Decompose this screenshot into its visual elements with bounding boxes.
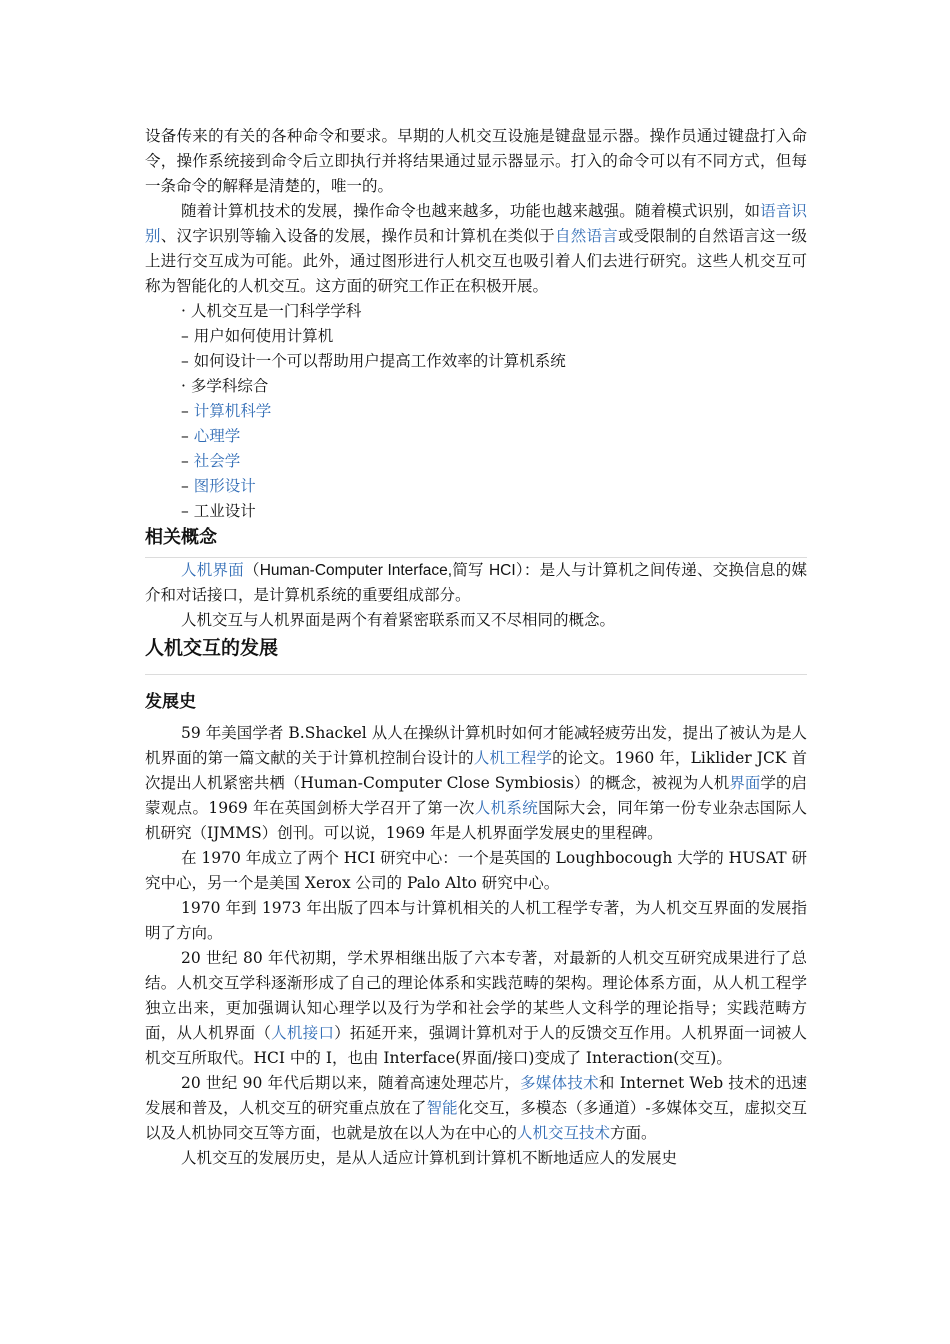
- related-paragraph-1: [145, 558, 807, 608]
- history-paragraph-4: [145, 946, 807, 1071]
- outline-item: [145, 424, 807, 449]
- text-run: 或受限制的自然语言这一级上进行交互成为可能。此外，通过图形进行人机交互也吸引着人们去进行研究。这些人机交互可称为智能化的人机交互。这方面的研究工作正在积极开展。: [145, 227, 807, 295]
- outline-item: [145, 299, 807, 324]
- outline-item: [145, 399, 807, 424]
- text-run: 国际大会，同年第一份专业杂志国际人机研究（IJMMS）创刊。可以说，1969 年是人机界面学发展史的里程碑。: [145, 799, 807, 842]
- link-graphic-design[interactable]: 图形设计: [193, 477, 256, 495]
- text-run: 化交互，多模态（多通道）-多媒体交互，虚拟交互以及人机协同交互等方面，也就是放在以人为在中心的: [145, 1099, 807, 1142]
- dash-marker: –: [181, 352, 194, 370]
- link-speech-recognition[interactable]: 语音识别: [145, 202, 807, 245]
- link-human-machine-system[interactable]: 人机系统: [474, 799, 539, 817]
- link-interface[interactable]: 界面: [729, 774, 761, 792]
- text-run: 、汉字识别等输入设备的发展，操作员和计算机在类似于: [160, 227, 555, 245]
- dash-marker: –: [181, 327, 194, 345]
- text-run: （: [243, 561, 260, 579]
- outline-item: [145, 374, 807, 399]
- link-ergonomics[interactable]: 人机工程学: [473, 749, 553, 767]
- outline-item: [145, 449, 807, 474]
- intro-paragraph-1: 设备传来的有关的各种命令和要求。早期的人机交互设施是键盘显示器。操作员通过键盘打入命令，操作系统接到命令后立即执行并将结果通过显示器显示。打入的命令可以有不同方式，但每一条命令的解释是清楚的，唯一的。: [145, 127, 807, 195]
- dash-marker: –: [181, 477, 194, 495]
- section-heading-related-concepts: 相关概念: [145, 525, 807, 558]
- text-run: 59 年美国学者 B.Shackel 从人在操纵计算机时如何才能减轻疲劳出发，提出了被认为是人机界面的第一篇文献的关于计算机控制台设计的: [145, 724, 807, 767]
- bullet-marker: ·: [181, 302, 191, 320]
- dash-marker: –: [181, 502, 194, 520]
- link-psychology[interactable]: 心理学: [193, 427, 241, 445]
- text-run: 20 世纪 80 年代初期，学术界相继出版了六本专著，对最新的人机交互研究成果进行了总结。人机交互学科逐渐形成了自己的理论体系和实践范畴的架构。理论体系方面，从人机工程学独立出来，更加强调认知心理学以及行为学和社会学的某些人文科学的理论指导；实践范畴方面，从人机界面（: [145, 949, 807, 1042]
- text-run: HCI: [488, 562, 516, 579]
- outline-item: [145, 324, 807, 349]
- bullet-marker: ·: [181, 377, 191, 395]
- outline-item-label: 工业设计: [193, 502, 256, 520]
- link-hci-interface[interactable]: 人机界面: [181, 561, 244, 579]
- history-paragraph-6: 人机交互的发展历史，是从人适应计算机到计算机不断地适应人的发展史: [181, 1149, 678, 1167]
- text-run: 方面。: [610, 1124, 657, 1142]
- history-paragraph-3: 1970 年到 1973 年出版了四本与计算机相关的人机工程学专著，为人机交互界面的发展指明了方向。: [145, 899, 807, 942]
- outline-item-label: 多学科综合: [190, 377, 269, 395]
- outline-item: [145, 499, 807, 524]
- outline-item-label: 用户如何使用计算机: [193, 327, 334, 345]
- link-intelligence[interactable]: 智能: [426, 1099, 458, 1117]
- link-multimedia-technology[interactable]: 多媒体技术: [520, 1074, 599, 1092]
- dash-marker: –: [181, 452, 194, 470]
- dash-marker: –: [181, 427, 194, 445]
- history-paragraph-1: [145, 721, 807, 846]
- history-paragraph-2: 在 1970 年成立了两个 HCI 研究中心：一个是英国的 Loughbocough 大学的 HUSAT 研究中心，另一个是美国 Xerox 公司的 Palo Alto 研究中心。: [145, 849, 807, 892]
- link-computer-science[interactable]: 计算机科学: [193, 402, 272, 420]
- intro-paragraph-2: [145, 199, 807, 299]
- text-run: ）拓延开来，强调计算机对于人的反馈交互作用。人机界面一词被人机交互所取代。HCI 中的 I，也由 Interface(界面/接口)变成了 Interaction(交互)。: [145, 1024, 807, 1067]
- text-run: ）：是人与计算机之间传递、交换信息的媒介和对话接口，是计算机系统的重要组成部分。: [145, 561, 807, 604]
- subheading-history: 发展史: [145, 692, 196, 712]
- history-paragraph-5: [145, 1071, 807, 1146]
- section-heading-hci-development: 人机交互的发展: [145, 634, 807, 675]
- outline-item-label: 人机交互是一门科学学科: [190, 302, 362, 320]
- text-run: 的论文。1960 年，Liklider JCK 首次提出人机紧密共栖（Human-Computer Close Symbiosis）的概念，被视为人机: [145, 749, 807, 792]
- outline-item: [145, 349, 807, 374]
- outline-item-label: 如何设计一个可以帮助用户提高工作效率的计算机系统: [193, 352, 566, 370]
- text-run: 随着计算机技术的发展，操作命令也越来越多，功能也越来越强。随着模式识别，如: [181, 202, 761, 220]
- text-run: 和 Internet Web 技术的迅速发展和普及，人机交互的研究重点放在了: [145, 1074, 807, 1117]
- link-hci-technology[interactable]: 人机交互技术: [517, 1124, 611, 1142]
- text-run: 20 世纪 90 年代后期以来，随着高速处理芯片，: [181, 1074, 521, 1092]
- outline-list: [145, 299, 807, 524]
- link-human-machine-interface[interactable]: 人机接口: [271, 1024, 335, 1042]
- text-run: Human-Computer Interface,: [259, 562, 453, 579]
- related-paragraph-2: 人机交互与人机界面是两个有着紧密联系而又不尽相同的概念。: [181, 611, 616, 629]
- link-sociology[interactable]: 社会学: [193, 452, 241, 470]
- dash-marker: –: [181, 402, 194, 420]
- link-natural-language[interactable]: 自然语言: [554, 227, 619, 245]
- text-run: 学的启蒙观点。1969 年在英国剑桥大学召开了第一次: [145, 774, 807, 817]
- outline-item: [145, 474, 807, 499]
- text-run: 简写: [452, 561, 489, 579]
- document-page: [145, 124, 807, 1171]
